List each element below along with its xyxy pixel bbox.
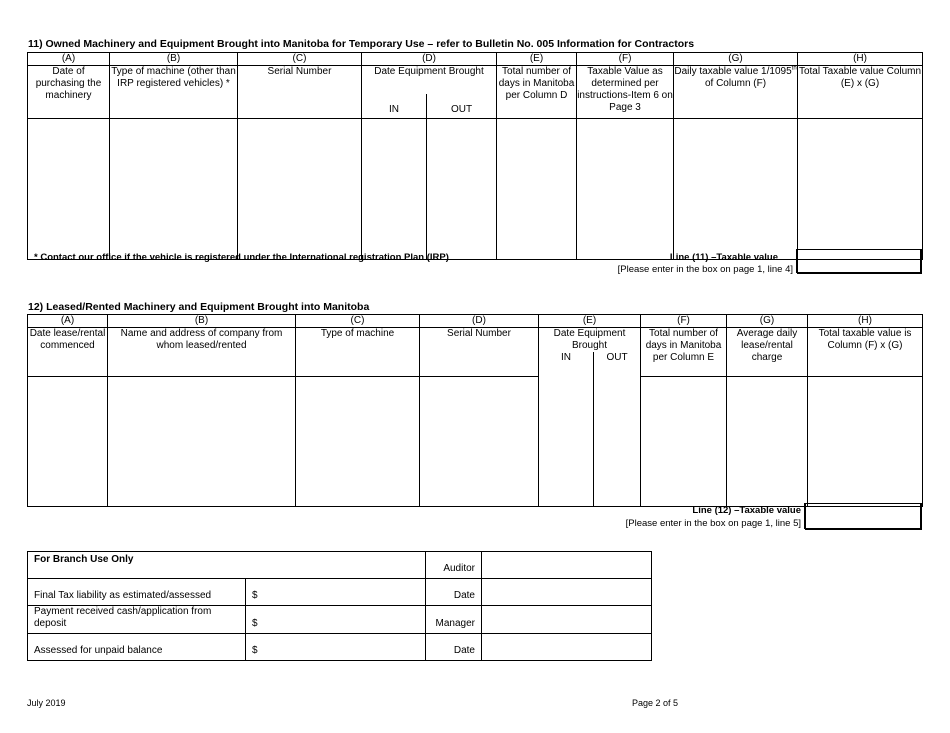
branch-use-table — [27, 551, 652, 661]
col-d-header: Serial Number — [420, 328, 539, 377]
col-e-out-entry[interactable] — [594, 376, 641, 506]
col-a-entry[interactable] — [28, 119, 110, 260]
col-d-header: Date Equipment Brought — [362, 66, 497, 94]
col-h-header: Total Taxable value Column (E) x (G) — [798, 66, 923, 119]
col-e-out-header: OUT — [594, 352, 641, 376]
col-e-letter: (E) — [497, 53, 577, 66]
date-field-1[interactable] — [482, 579, 652, 606]
col-h-entry[interactable] — [808, 376, 923, 506]
col-g-header — [674, 66, 798, 119]
line-12-instruction: [Please enter in the box on page 1, line 5] — [625, 518, 801, 529]
col-b-letter: (B) — [108, 315, 296, 328]
col-a-letter: (A) — [28, 53, 110, 66]
line-12-label: Line (12) –Taxable value — [692, 505, 801, 516]
col-h-entry[interactable] — [798, 119, 923, 260]
footer-date: July 2019 — [27, 698, 66, 708]
col-f-entry[interactable] — [577, 119, 674, 260]
section-11-title: 11) Owned Machinery and Equipment Brought into Manitoba for Temporary Use – refer to Bulletin No. 005 Information for Contractors — [28, 38, 695, 50]
auditor-field[interactable] — [482, 552, 652, 579]
manager-field[interactable] — [482, 606, 652, 634]
col-h-letter: (H) — [808, 315, 923, 328]
col-g-header-sup: th — [791, 65, 797, 72]
col-f-entry[interactable] — [641, 376, 727, 506]
line-11-label: Line (11) –Taxable value — [669, 252, 778, 263]
date-field-2[interactable] — [482, 634, 652, 661]
col-h-header: Total taxable value is Column (F) x (G) — [808, 328, 923, 377]
col-g-letter: (G) — [727, 315, 808, 328]
col-b-letter: (B) — [110, 53, 238, 66]
col-f-letter: (F) — [641, 315, 727, 328]
col-d-in-header: IN — [362, 94, 427, 119]
assessed-unpaid-label: Assessed for unpaid balance — [28, 634, 246, 661]
payment-received-amount[interactable]: $ — [246, 606, 426, 634]
col-c-entry[interactable] — [296, 376, 420, 506]
col-c-entry[interactable] — [238, 119, 362, 260]
col-d-letter: (D) — [362, 53, 497, 66]
col-g-header: Average daily lease/rental charge — [727, 328, 808, 377]
col-f-header: Taxable Value as determined per instructions-Item 6 on Page 3 — [577, 66, 674, 119]
col-a-letter: (A) — [28, 315, 108, 328]
col-c-header: Serial Number — [238, 66, 362, 119]
auditor-label: Auditor — [426, 552, 482, 579]
col-c-letter: (C) — [296, 315, 420, 328]
col-d-letter: (D) — [420, 315, 539, 328]
col-d-in-entry[interactable] — [362, 119, 427, 260]
col-d-out-entry[interactable] — [427, 119, 497, 260]
footer-page-number: Page 2 of 5 — [632, 698, 679, 708]
col-e-header: Total number of days in Manitoba per Column D — [497, 66, 577, 119]
line-12-taxable-value-box[interactable] — [805, 503, 922, 530]
date-label-2: Date — [426, 634, 482, 661]
line-11-instruction: [Please enter in the box on page 1, line 4] — [617, 264, 793, 275]
col-e-entry[interactable] — [497, 119, 577, 260]
section-11-table — [27, 52, 923, 260]
col-b-header: Name and address of company from whom leased/rented — [108, 328, 296, 377]
col-g-header-pre: Daily taxable value 1/1095 — [674, 66, 792, 77]
col-g-entry[interactable] — [727, 376, 808, 506]
col-g-letter: (G) — [674, 53, 798, 66]
col-c-letter: (C) — [238, 53, 362, 66]
col-e-in-header: IN — [539, 352, 594, 376]
col-d-out-header: OUT — [427, 94, 497, 119]
col-f-header: Total number of days in Manitoba per Column E — [641, 328, 727, 377]
final-tax-liability-amount[interactable]: $ — [246, 579, 426, 606]
col-f-letter: (F) — [577, 53, 674, 66]
col-a-header: Date of purchasing the machinery — [28, 66, 110, 119]
final-tax-liability-label: Final Tax liability as estimated/assessed — [28, 579, 246, 606]
col-c-header: Type of machine — [296, 328, 420, 377]
col-a-header: Date lease/rental commenced — [28, 328, 108, 377]
payment-received-label: Payment received cash/application from deposit — [28, 606, 246, 634]
line-11-taxable-value-box[interactable] — [797, 249, 922, 274]
col-b-entry[interactable] — [108, 376, 296, 506]
manager-label: Manager — [426, 606, 482, 634]
col-g-header-post: of Column (F) — [704, 78, 767, 89]
branch-title: For Branch Use Only — [28, 552, 426, 579]
col-e-letter: (E) — [539, 315, 641, 328]
col-e-header: Date Equipment Brought — [539, 328, 641, 353]
col-a-entry[interactable] — [28, 376, 108, 506]
col-d-entry[interactable] — [420, 376, 539, 506]
col-h-letter: (H) — [798, 53, 923, 66]
section-12-table — [27, 314, 923, 507]
assessed-unpaid-amount[interactable]: $ — [246, 634, 426, 661]
col-b-header: Type of machine (other than IRP registered vehicles) * — [110, 66, 238, 119]
date-label-1: Date — [426, 579, 482, 606]
col-b-entry[interactable] — [110, 119, 238, 260]
irp-note: * Contact our office if the vehicle is registered under the International registration Plan (IRP) — [34, 252, 449, 263]
section-12-title: 12) Leased/Rented Machinery and Equipment Brought into Manitoba — [28, 301, 370, 313]
col-g-entry[interactable] — [674, 119, 798, 260]
col-e-in-entry[interactable] — [539, 376, 594, 506]
